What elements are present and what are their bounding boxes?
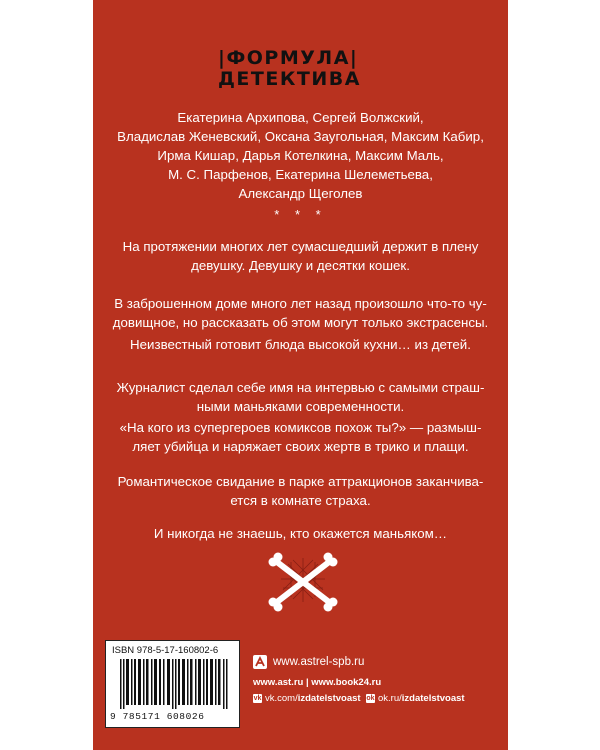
blurb-line: Журналист сделал себе имя на интервью с самыми страш-: [116, 380, 485, 395]
ok-prefix: ok.ru/: [378, 693, 402, 704]
blurb-line: Неизвестный готовит блюда высокой кухни… из детей.: [130, 337, 471, 352]
blurb-paragraph-2: [93, 294, 508, 332]
crossed-bones-icon: [263, 552, 343, 612]
publisher-websites[interactable]: www.ast.ru | www.book24.ru: [253, 677, 382, 688]
logo-line-1: |ФОРМУЛА|: [218, 47, 359, 69]
blurb-paragraph-4: [93, 378, 508, 416]
ok-name: izdatelstvoast: [401, 693, 465, 704]
publisher-website[interactable]: www.astrel-spb.ru: [273, 656, 365, 668]
blurb-paragraph-7: [93, 524, 508, 543]
blurb-line: На протяжении многих лет сумасшедший держит в плену: [122, 239, 479, 254]
vk-link[interactable]: [253, 693, 361, 704]
authors-list: [113, 108, 488, 203]
ast-logo-icon: [253, 655, 267, 669]
blurb-paragraph-3: [93, 335, 508, 354]
separator-stars: * * *: [274, 207, 327, 222]
blurb-line: ется в комнате страха.: [230, 493, 371, 508]
blurb-paragraph-6: [93, 472, 508, 510]
blurb-paragraph-1: [93, 237, 508, 275]
blurb-line: «На кого из супергероев комиксов похож ты?» — размыш-: [119, 420, 482, 435]
authors-line: М. С. Парфенов, Екатерина Шелеметьева,: [168, 167, 433, 182]
ok-icon: ok: [366, 695, 375, 702]
logo-line-2: ДЕТЕКТИВА: [218, 68, 361, 90]
isbn-label: ISBN 978-5-17-160802-6: [112, 645, 219, 656]
blurb-line: девушку. Девушку и десятки кошек.: [191, 258, 410, 273]
blurb-paragraph-5: [93, 418, 508, 456]
back-cover: [93, 0, 508, 750]
barcode-icon: [120, 659, 230, 709]
blurb-line: Романтическое свидание в парке аттракционов заканчива-: [117, 474, 484, 489]
authors-line: Екатерина Архипова, Сергей Волжский,: [177, 110, 424, 125]
authors-line: Александр Щеголев: [238, 186, 363, 201]
vk-prefix: vk.com/: [265, 693, 298, 704]
blurb-line: ляет убийца и наряжает своих жертв в трико и плащи.: [132, 439, 469, 454]
blurb-line: И никогда не знаешь, кто окажется маньяком…: [153, 526, 448, 541]
blurb-line: довищное, но рассказать об этом могут только экстрасенсы.: [112, 315, 489, 330]
isbn-barcode-box: [105, 640, 240, 728]
blurb-line: ными маньяками современности.: [196, 399, 405, 414]
authors-line: Владислав Женевский, Оксана Заугольная, Максим Кабир,: [117, 129, 484, 144]
authors-line: Ирма Кишар, Дарья Котелкина, Максим Маль,: [157, 148, 444, 163]
blurb-line: В заброшенном доме много лет назад произошло что-то чу-: [114, 296, 487, 311]
series-logo: [218, 48, 388, 90]
barcode-digits: 9 785171 608026: [110, 711, 205, 722]
ok-link[interactable]: [366, 693, 465, 704]
vk-icon: vk: [253, 695, 262, 702]
vk-name: izdatelstvoast: [297, 693, 361, 704]
